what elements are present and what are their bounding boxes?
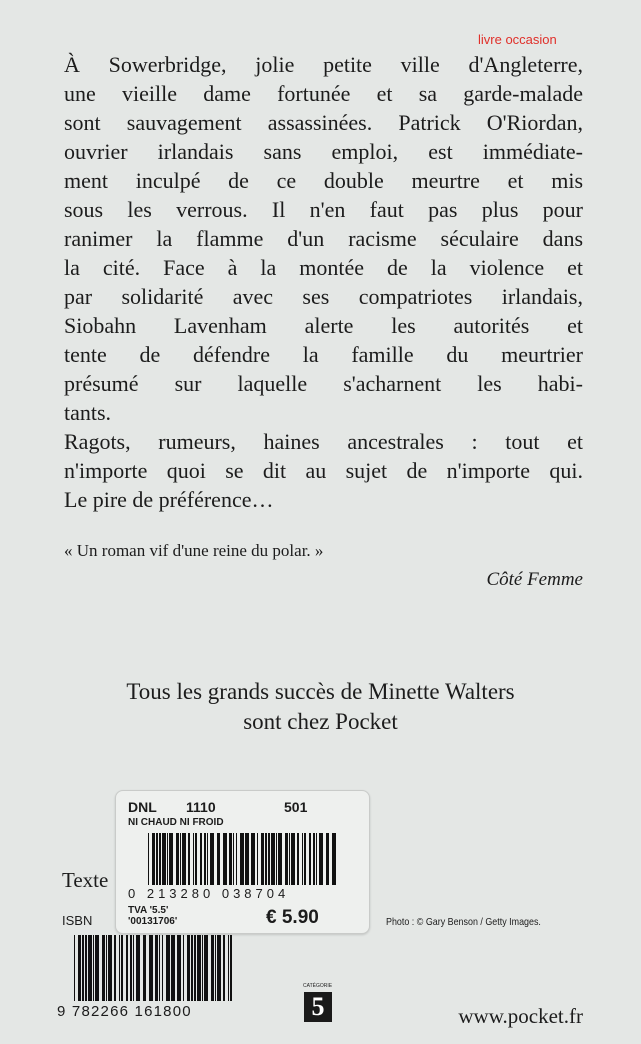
barcode-bar: [166, 935, 170, 1001]
barcode-bar: [223, 935, 225, 1001]
barcode-bar: [245, 833, 249, 885]
barcode-bar: [276, 833, 277, 885]
barcode-bar: [156, 833, 158, 885]
barcode-bar: [191, 935, 193, 1001]
barcode-bar: [326, 833, 329, 885]
barcode-bar: [95, 935, 99, 1001]
promo-text: [0, 677, 641, 737]
barcode-bar: [304, 833, 306, 885]
promo-line: sont chez Pocket: [243, 709, 398, 734]
blurb-line: Le pire de préférence…: [64, 487, 274, 512]
barcode-bar: [211, 935, 214, 1001]
barcode-bar: [257, 833, 258, 885]
back-cover-blurb: [64, 50, 583, 514]
barcode-bar: [167, 833, 168, 885]
review-source: Côté Femme: [486, 569, 583, 590]
blurb-line: À Sowerbridge, jolie petite ville d'Angleterre,: [64, 52, 583, 77]
barcode-bar: [278, 833, 282, 885]
barcode-bar: [155, 935, 158, 1001]
blurb-line: ranimer la flamme d'un racisme séculaire dans: [64, 226, 583, 251]
blurb-line: Ragots, rumeurs, haines ancestrales : tout et: [64, 429, 583, 454]
tva-text: TVA '5.5': [128, 905, 169, 916]
promo-line: Tous les grands succès de Minette Walters: [126, 679, 515, 704]
barcode-bar: [194, 935, 196, 1001]
barcode-bar: [119, 935, 120, 1001]
barcode-bar: [183, 935, 184, 1001]
blurb-line: une vieille dame fortunée et sa garde-malade: [64, 81, 583, 106]
barcode-bar: [204, 935, 208, 1001]
barcode-bar: [176, 833, 179, 885]
barcode-bar: [182, 833, 186, 885]
barcode-bar: [223, 833, 227, 885]
barcode-bar: [217, 833, 220, 885]
barcode-bar: [207, 833, 208, 885]
barcode-bar: [162, 935, 163, 1001]
blurb-line: tente de défendre la famille du meurtrier: [64, 342, 583, 367]
category-label: CATÉGORIE: [303, 983, 333, 989]
barcode-bar: [88, 935, 92, 1001]
sticker-title: NI CHAUD NI FROID: [128, 817, 224, 828]
barcode-bar: [313, 833, 315, 885]
barcode-bar: [180, 833, 181, 885]
sticker-price: € 5.90: [266, 907, 319, 928]
barcode-bar: [106, 935, 107, 1001]
barcode-bar: [302, 833, 303, 885]
sticker-code: 501: [284, 799, 308, 815]
publisher-url: www.pocket.fr: [458, 1004, 583, 1028]
barcode-bar: [148, 833, 149, 885]
barcode-bar: [78, 935, 81, 1001]
barcode-bar: [228, 935, 229, 1001]
barcode-bar: [233, 833, 234, 885]
blurb-line: ment inculpé de ce double meurtre et mis: [64, 168, 583, 193]
price-sticker: [115, 790, 370, 934]
sticker-tva: [128, 905, 177, 927]
blurb-line: tants.: [64, 400, 112, 425]
blurb-line: par solidarité avec ses compatriotes irlandais,: [64, 284, 583, 309]
barcode-bar: [285, 833, 288, 885]
photo-credit: Photo : © Gary Benson / Getty Images.: [386, 916, 541, 928]
blurb-line: sont sauvagement assassinées. Patrick O'Riordan,: [64, 110, 583, 135]
watermark: livre occasion: [478, 32, 557, 47]
barcode-bar: [289, 833, 290, 885]
blurb-line: la cité. Face à la montée de la violence et: [64, 255, 583, 280]
barcode-bar: [215, 935, 216, 1001]
texte-label: Texte: [62, 868, 109, 892]
barcode-bar: [193, 833, 194, 885]
barcode-bar: [204, 833, 206, 885]
sticker-code: 1110: [186, 799, 216, 815]
barcode-bar: [108, 935, 112, 1001]
barcode-bar: [230, 935, 232, 1001]
blurb-line: n'importe quoi se dit au sujet de n'importe qui.: [64, 458, 583, 483]
barcode-bar: [210, 833, 214, 885]
barcode-bar: [195, 833, 197, 885]
barcode-bar: [121, 935, 123, 1001]
review-quote: « Un roman vif d'une reine du polar. »: [64, 541, 324, 560]
barcode-bar: [291, 833, 295, 885]
barcode-bar: [261, 833, 264, 885]
barcode-bar: [85, 935, 87, 1001]
barcode-bar: [271, 833, 275, 885]
barcode-bar: [202, 935, 203, 1001]
blurb-line: présumé sur laquelle s'acharnent les habi-: [64, 371, 583, 396]
barcode-bar: [188, 833, 190, 885]
barcode-bar: [126, 935, 128, 1001]
category-badge: 5: [304, 992, 332, 1022]
barcode-bar: [162, 833, 166, 885]
barcode-bar: [102, 935, 105, 1001]
barcode-bar: [169, 833, 173, 885]
barcode-bar: [229, 833, 232, 885]
barcode-bar: [152, 833, 155, 885]
barcode-bar: [240, 833, 244, 885]
barcode-bar: [159, 833, 161, 885]
barcode-bar: [297, 833, 299, 885]
barcode-bar: [319, 833, 323, 885]
ref-text: '00131706': [128, 916, 178, 927]
isbn-barcode-number: 9 782266 161800: [57, 1003, 192, 1020]
barcode-bar: [130, 935, 132, 1001]
blurb-line: sous les verrous. Il n'en faut pas plus pour: [64, 197, 583, 222]
barcode-bar: [268, 833, 270, 885]
barcode-bar: [159, 935, 160, 1001]
barcode-bar: [136, 935, 140, 1001]
barcode-bar: [93, 935, 94, 1001]
blurb-line: Siobahn Lavenham alerte les autorités et: [64, 313, 583, 338]
sticker-code: DNL: [128, 799, 157, 815]
barcode-bar: [316, 833, 317, 885]
sticker-barcode: [148, 833, 338, 885]
barcode-bar: [74, 935, 75, 1001]
barcode-bar: [82, 935, 84, 1001]
barcode-bar: [236, 833, 237, 885]
isbn-label: ISBN: [62, 913, 93, 928]
blurb-line: ouvrier irlandais sans emploi, est immédiate-: [64, 139, 583, 164]
barcode-bar: [177, 935, 181, 1001]
barcode-bar: [143, 935, 146, 1001]
barcode-bar: [197, 935, 201, 1001]
sticker-barcode-number: 0 213280 038704: [128, 886, 290, 901]
barcode-bar: [251, 833, 255, 885]
barcode-bar: [171, 935, 175, 1001]
isbn-barcode: [74, 935, 232, 1001]
barcode-bar: [187, 935, 190, 1001]
barcode-bar: [200, 833, 202, 885]
barcode-bar: [309, 833, 311, 885]
barcode-bar: [149, 935, 153, 1001]
barcode-bar: [114, 935, 116, 1001]
barcode-bar: [217, 935, 221, 1001]
barcode-bar: [332, 833, 336, 885]
barcode-bar: [133, 935, 134, 1001]
barcode-bar: [265, 833, 267, 885]
